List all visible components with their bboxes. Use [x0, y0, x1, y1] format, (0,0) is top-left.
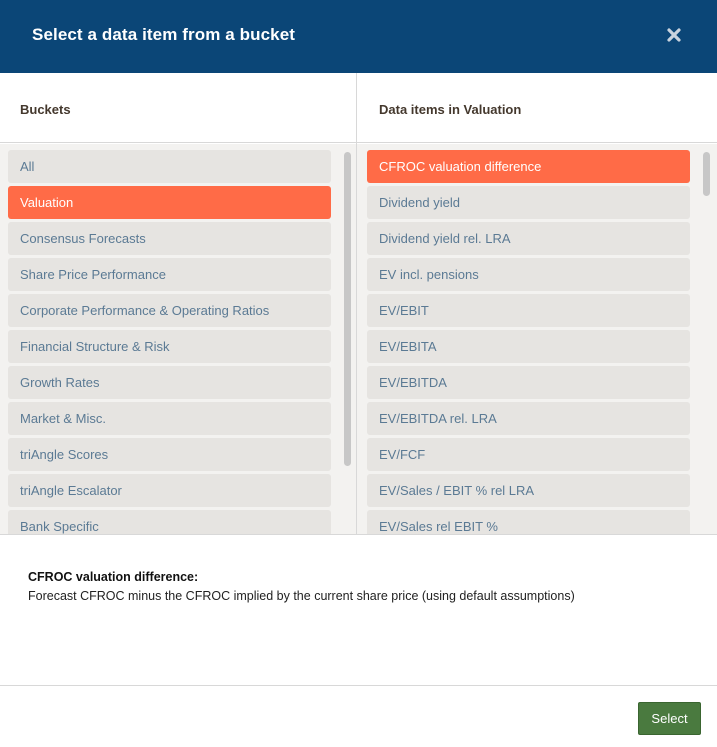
- data-item[interactable]: EV incl. pensions: [367, 258, 690, 291]
- data-item[interactable]: EV/EBITDA rel. LRA: [367, 402, 690, 435]
- data-items-header: Data items in Valuation: [379, 102, 522, 117]
- bucket-item[interactable]: Financial Structure & Risk: [8, 330, 331, 363]
- bucket-item[interactable]: Share Price Performance: [8, 258, 331, 291]
- bucket-item[interactable]: triAngle Scores: [8, 438, 331, 471]
- buckets-panel: [0, 144, 356, 534]
- buckets-header: Buckets: [20, 102, 71, 117]
- buckets-scrollbar[interactable]: [343, 150, 351, 534]
- data-item[interactable]: Dividend yield: [367, 186, 690, 219]
- dialog-title: Select a data item from a bucket: [32, 25, 296, 44]
- description-text: Forecast CFROC minus the CFROC implied by the current share price (using default assumptions): [28, 589, 575, 603]
- dialog-header: [0, 0, 717, 73]
- data-item[interactable]: Dividend yield rel. LRA: [367, 222, 690, 255]
- item-description: [28, 570, 698, 603]
- data-item[interactable]: EV/EBIT: [367, 294, 690, 327]
- select-button[interactable]: Select: [638, 702, 701, 735]
- bucket-item[interactable]: Growth Rates: [8, 366, 331, 399]
- bucket-item[interactable]: Consensus Forecasts: [8, 222, 331, 255]
- bucket-item[interactable]: triAngle Escalator: [8, 474, 331, 507]
- bucket-item[interactable]: Valuation: [8, 186, 331, 219]
- buckets-list: [8, 150, 331, 534]
- close-icon: [667, 28, 681, 42]
- close-button[interactable]: [663, 24, 685, 46]
- data-items-scrollbar[interactable]: [702, 150, 710, 534]
- data-items-panel: [357, 144, 717, 534]
- divider-bottom: [0, 685, 717, 686]
- data-item[interactable]: EV/EBITA: [367, 330, 690, 363]
- description-title: CFROC valuation difference:: [28, 570, 199, 584]
- data-items-list: [367, 150, 690, 534]
- bucket-item[interactable]: Market & Misc.: [8, 402, 331, 435]
- data-item[interactable]: EV/Sales rel EBIT %: [367, 510, 690, 534]
- bucket-item[interactable]: All: [8, 150, 331, 183]
- divider-top: [0, 534, 717, 535]
- data-item[interactable]: EV/FCF: [367, 438, 690, 471]
- data-item[interactable]: EV/Sales / EBIT % rel LRA: [367, 474, 690, 507]
- column-headers: [0, 73, 717, 143]
- data-item[interactable]: CFROC valuation difference: [367, 150, 690, 183]
- bucket-item[interactable]: Corporate Performance & Operating Ratios: [8, 294, 331, 327]
- data-item[interactable]: EV/EBITDA: [367, 366, 690, 399]
- bucket-item[interactable]: Bank Specific: [8, 510, 331, 534]
- data-items-scroll-thumb[interactable]: [703, 152, 710, 196]
- buckets-scroll-thumb[interactable]: [344, 152, 351, 466]
